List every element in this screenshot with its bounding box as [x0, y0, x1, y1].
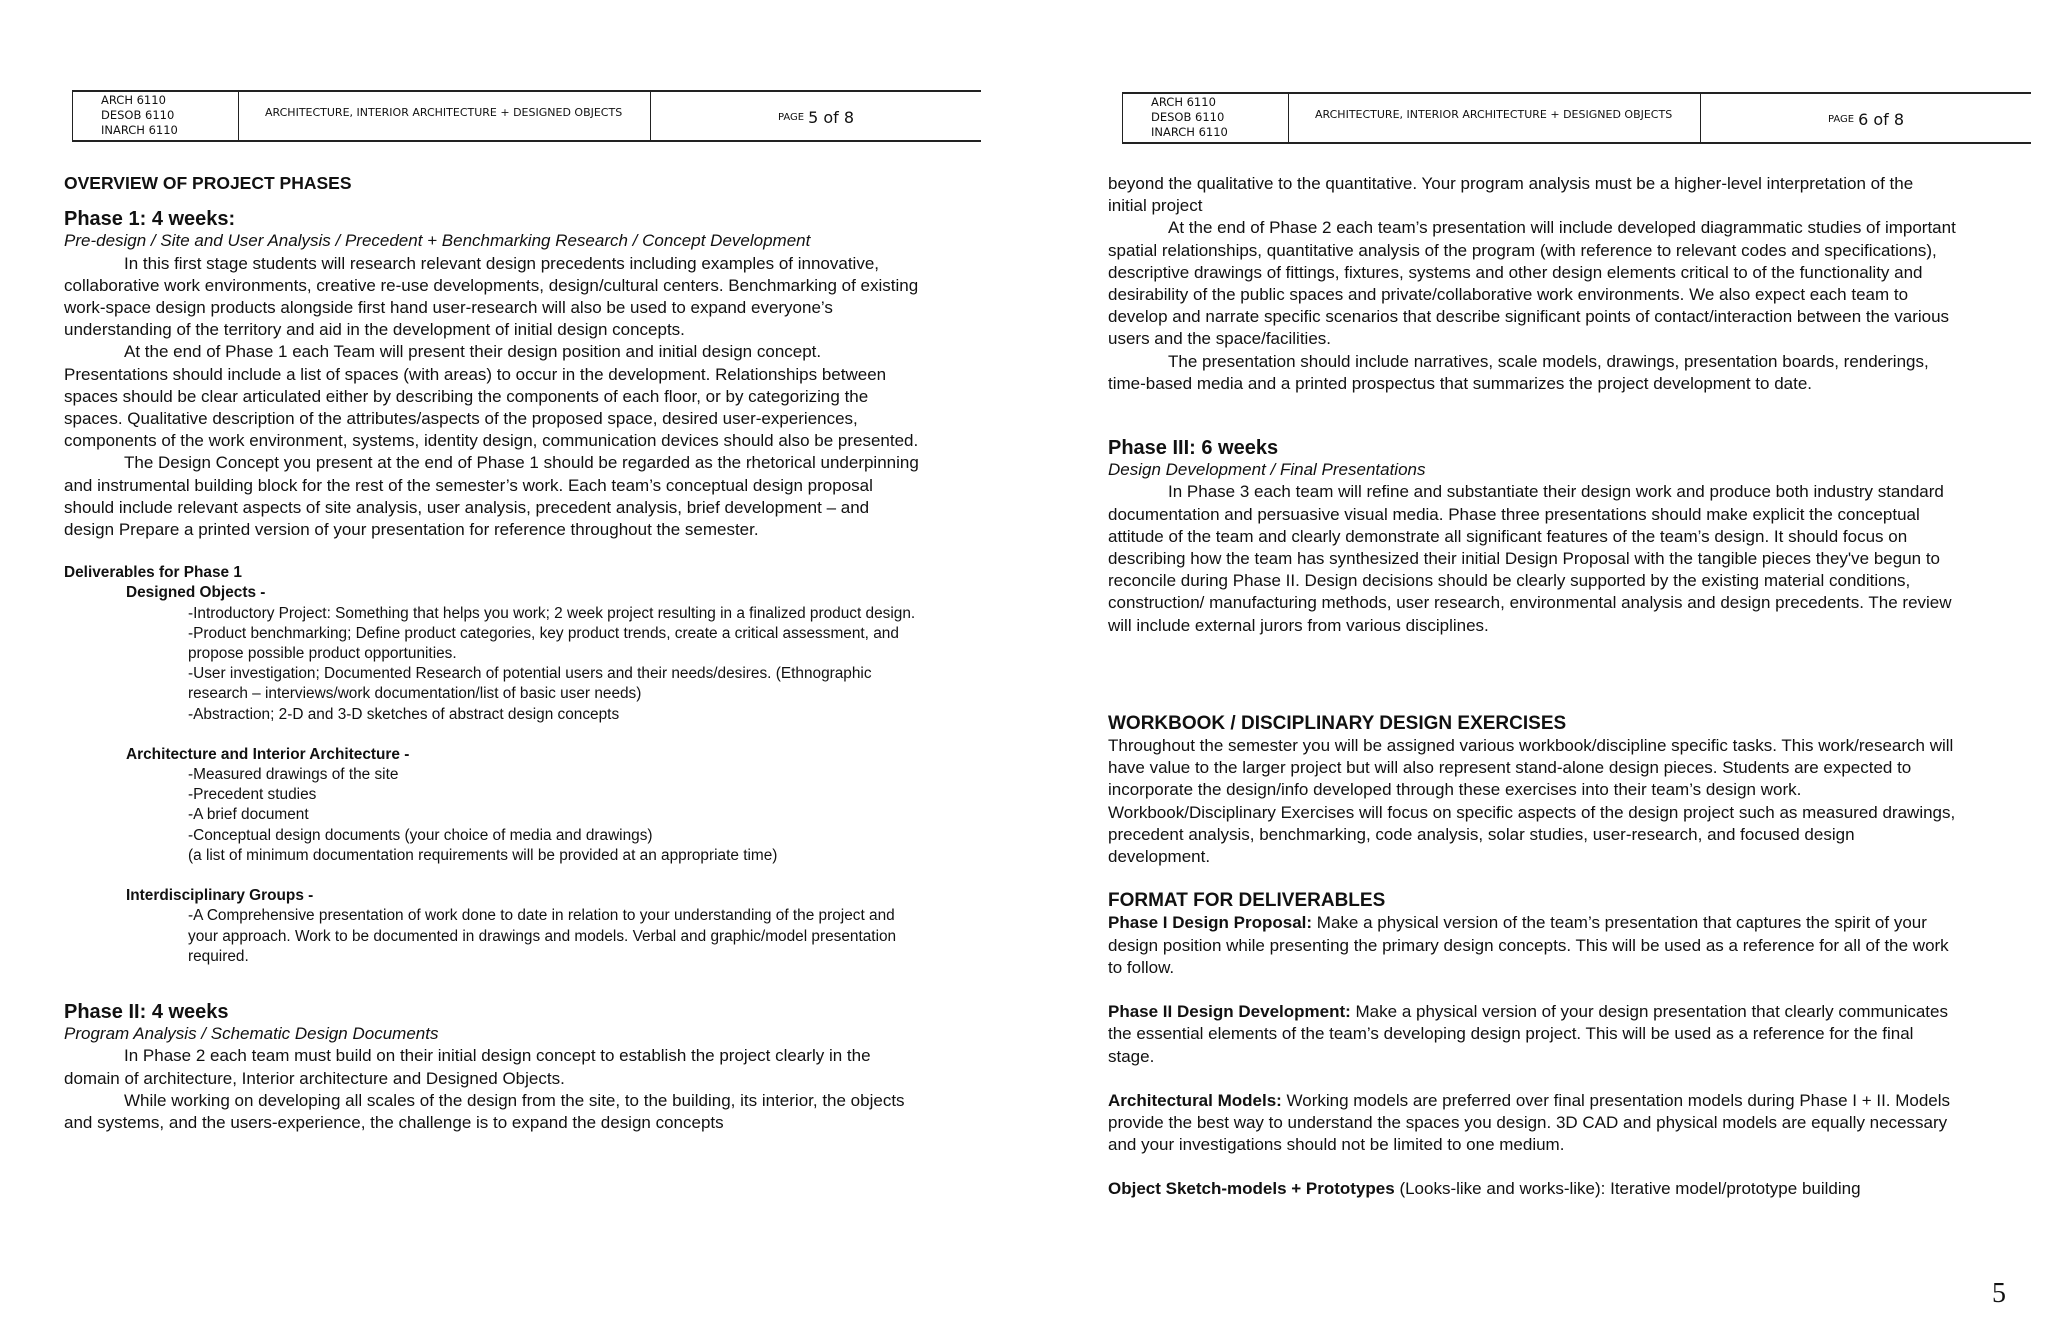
format-text: Make a physical version of the team’s presentation that captures the spirit of your design position while presenting the primary design concepts. This will be used as a reference for all of the work to follow.: [1108, 913, 1949, 977]
course-code: DESOB 6110: [101, 108, 175, 122]
paragraph: The Design Concept you present at the end of Phase 1 should be regarded as the rhetorical underpinning and instrumental building block for the rest of the semester’s work. Each team’s conceptual design proposal should include relevant aspects of site analysis, user analysis, precedent analysis, brief development – and design Prepare a printed version of your presentation for reference throughout the semester.: [64, 453, 919, 540]
subsection-title: Designed Objects -: [126, 584, 266, 602]
subsection-title: Architecture and Interior Architecture -: [126, 745, 410, 763]
paragraph: In Phase 2 each team must build on their initial design concept to establish the project clearly in the domain of architecture, Interior architecture and Designed Objects.: [64, 1046, 871, 1088]
format-item: [1108, 912, 1956, 979]
course-codes: [73, 92, 239, 140]
course-code: INARCH 6110: [1151, 125, 1228, 139]
paragraph: In Phase 3 each team will refine and substantiate their design work and produce both industry standard documentation and persuasive visual media. Phase three presentations should make explicit the conceptual attitude of the team and clearly demonstrate all significant features of the team’s design. It should focus on describing how the team has synthesized their initial Design Proposal with the tangible pieces they've begun to reconcile during Phase II. Design decisions should be clearly supported by the existing material conditions, construction/ manufacturing methods, user research, environmental analysis and design precedents. The review will include external jurors from various disciplines.: [1108, 482, 1952, 635]
format-item: [1108, 1001, 1956, 1068]
paragraph: At the end of Phase 2 each team’s presentation will include developed diagrammatic studies of important spatial relationships, quantitative analysis of the program (with reference to relevant codes and specifications), descriptive drawings of fittings, fixtures, systems and other design elements critical to of the functionality and desirability of the public spaces and private/collaborative work environments. We also expect each team to develop and narrate specific scenarios that describe significant points of contact/interaction between the various users and the space/facilities.: [1108, 218, 1956, 349]
course-code: INARCH 6110: [101, 123, 178, 137]
list-item: -Introductory Project: Something that helps you work; 2 week project resulting in a finalized product design.: [188, 604, 916, 622]
list-item: -User investigation; Documented Research of potential users and their needs/desires. (Ethnographic research – interviews/work documentation/list of basic user needs): [188, 665, 872, 703]
paragraph: While working on developing all scales of the design from the site, to the building, its interior, the objects and systems, and the users-experience, the challenge is to expand the design concepts: [64, 1090, 905, 1132]
page-word: PAGE: [1827, 113, 1855, 125]
course-code: ARCH 6110: [1151, 95, 1216, 109]
right-page-body: [1108, 173, 1956, 1201]
left-page-body: [64, 172, 920, 1134]
list-item: -A brief document: [188, 806, 309, 824]
phase-subtitle: Pre-design / Site and User Analysis / Precedent + Benchmarking Research / Concept Development: [64, 231, 811, 251]
deliverables-title: Deliverables for Phase 1: [64, 564, 242, 582]
section-title: FORMAT FOR DELIVERABLES: [1108, 890, 1386, 912]
section-title: OVERVIEW OF PROJECT PHASES: [64, 173, 352, 193]
phase-title: Phase 1: 4 weeks:: [64, 208, 236, 231]
page-indicator: [651, 92, 981, 140]
format-text: Working models are preferred over final presentation models during Phase I + II. Models provide the best way to understand the spaces you design. 3D CAD and physical models are equally necessary and your investigations should not be limited to one medium.: [1108, 1090, 1951, 1155]
paragraph: beyond the qualitative to the quantitative. Your program analysis must be a higher-level interpretation of the initial project: [1108, 174, 1914, 216]
list-item: -Abstraction; 2-D and 3-D sketches of abstract design concepts: [188, 705, 620, 723]
page-number: 5 of 8: [808, 107, 855, 127]
left-page-header: [72, 90, 981, 142]
sheet-page-number: 5: [1992, 1278, 2006, 1309]
phase-title: Phase III: 6 weeks: [1108, 437, 1279, 460]
format-label: Phase II Design Development:: [1108, 1002, 1351, 1022]
right-page-header: [1122, 92, 2031, 144]
page-word: PAGE: [777, 111, 805, 123]
paragraph: In this first stage students will research relevant design precedents including examples of innovative, collaborative work environments, creative re-use developments, design/cultural centers. Benchmarking of existing work-space design products alongside first hand user-research will also be used to expand everyone’s understanding of the territory and aid in the development of initial design concepts.: [64, 253, 919, 340]
deliverables-block: [64, 563, 920, 967]
department-title: ARCHITECTURE, INTERIOR ARCHITECTURE + DESIGNED OBJECTS: [1289, 94, 1701, 142]
format-item: [1108, 1090, 1956, 1157]
format-label: Architectural Models:: [1108, 1090, 1282, 1110]
phase-subtitle: Design Development / Final Presentations: [1108, 460, 1426, 480]
list-item: -A Comprehensive presentation of work done to date in relation to your understanding of the project and your approach. Work to be documented in drawings and models. Verbal and graphic/model presentation required.: [188, 907, 897, 965]
section-title: WORKBOOK / DISCIPLINARY DESIGN EXERCISES: [1108, 712, 1567, 734]
list-item: -Precedent studies: [188, 786, 317, 804]
list-item: (a list of minimum documentation requirements will be provided at an appropriate time): [188, 846, 778, 864]
paragraph: The presentation should include narratives, scale models, drawings, presentation boards, renderings, time-based media and a printed prospectus that summarizes the project development to date.: [1108, 351, 1929, 393]
subsection-title: Interdisciplinary Groups -: [126, 887, 314, 905]
page-indicator: [1701, 94, 2031, 142]
course-code: ARCH 6110: [101, 93, 166, 107]
format-label: Object Sketch-models + Prototypes: [1108, 1179, 1395, 1199]
format-text: Make a physical version of your design presentation that clearly communicates the essential elements of the team’s developing design project. This will be used as a reference for the final stage.: [1108, 1002, 1948, 1066]
course-code: DESOB 6110: [1151, 110, 1225, 124]
phase-subtitle: Program Analysis / Schematic Design Documents: [64, 1024, 439, 1044]
list-item: -Product benchmarking; Define product categories, key product trends, create a critical assessment, and propose possible product opportunities.: [188, 624, 899, 663]
format-label: Phase I Design Proposal:: [1108, 913, 1313, 933]
page-number: 6 of 8: [1858, 109, 1905, 129]
paragraph: Throughout the semester you will be assigned various workbook/discipline specific tasks. This work/research will have value to the larger project but will also represent stand-alone design pieces. Students are expected to incorporate the design/info developed through these exercises into their team’s design work. Workbook/Disciplinary Exercises will focus on specific aspects of the design project such as measured drawings, precedent analysis, benchmarking, code analysis, solar studies, user-research, and focused design development.: [1108, 736, 1956, 867]
list-item: -Measured drawings of the site: [188, 766, 399, 784]
paragraph: At the end of Phase 1 each Team will present their design position and initial design concept. Presentations should include a list of spaces (with areas) to occur in the development. Relationships between spaces should be clear articulated either by describing the components of each floor, or by categorizing the spaces. Qualitative description of the attributes/aspects of the proposed space, desired user-experiences, components of the work environment, systems, identity design, communication devices should also be presented.: [64, 342, 919, 451]
department-title: ARCHITECTURE, INTERIOR ARCHITECTURE + DESIGNED OBJECTS: [239, 92, 651, 140]
format-text: (Looks-like and works-like): Iterative model/prototype building: [1394, 1179, 1861, 1199]
course-codes: [1123, 94, 1289, 142]
format-item: [1108, 1178, 1956, 1200]
phase-title: Phase II: 4 weeks: [64, 1000, 229, 1023]
list-item: -Conceptual design documents (your choice of media and drawings): [188, 826, 653, 844]
